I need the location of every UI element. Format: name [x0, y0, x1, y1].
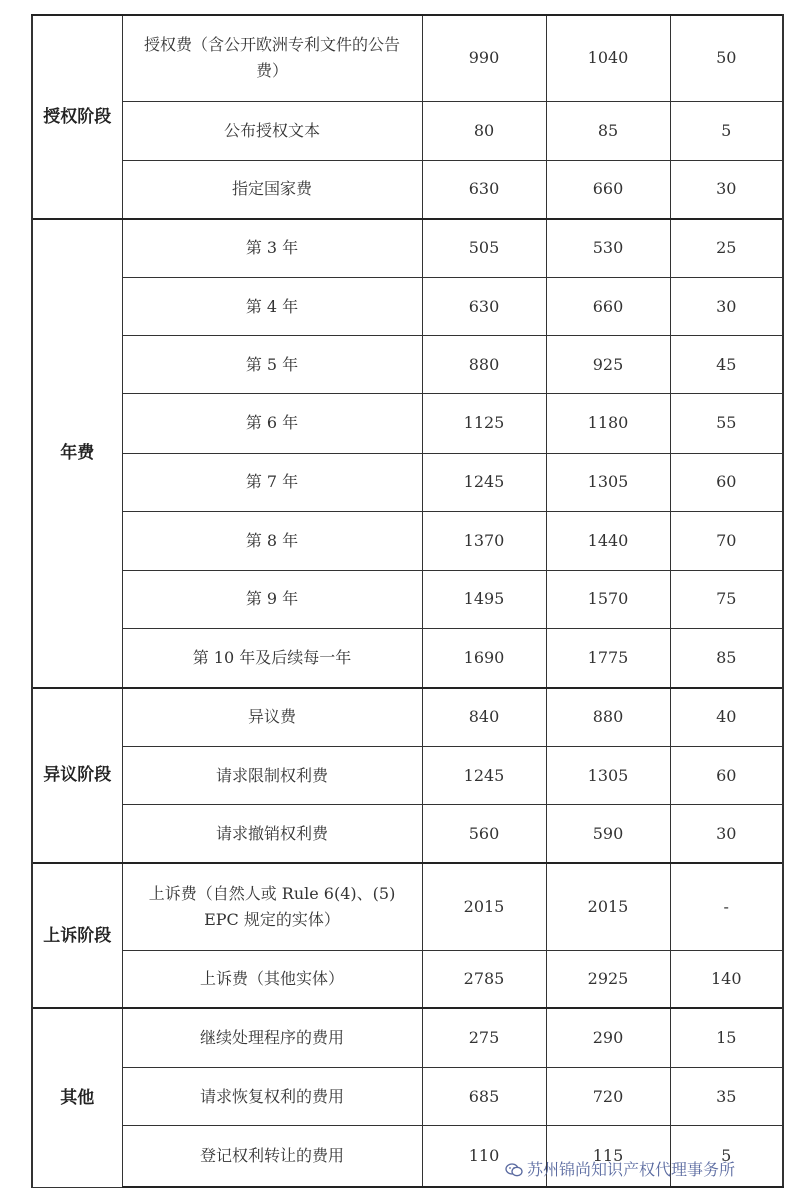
table-row [32, 747, 783, 805]
fee-cell: 2925 [546, 950, 670, 1008]
item-cell: 第 10 年及后续每一年 [122, 628, 422, 687]
fee-cell: 2015 [422, 863, 546, 950]
fee-cell: 1245 [422, 747, 546, 805]
fee-cell: 70 [670, 511, 783, 570]
table-row [32, 628, 783, 687]
fee-cell: 1180 [546, 394, 670, 453]
fee-cell: 275 [422, 1008, 546, 1067]
item-cell: 第 7 年 [122, 453, 422, 511]
fee-cell: 660 [546, 278, 670, 336]
fee-cell: 55 [670, 394, 783, 453]
watermark [505, 1157, 735, 1180]
table-row [32, 219, 783, 278]
item-cell: 异议费 [122, 688, 422, 747]
stage-cell: 异议阶段 [32, 688, 122, 863]
table-row [32, 805, 783, 863]
fee-cell: 1570 [546, 570, 670, 628]
item-cell: 第 4 年 [122, 278, 422, 336]
fee-cell: 1440 [546, 511, 670, 570]
fee-table [31, 14, 784, 1188]
watermark-text: 苏州锦尚知识产权代理事务所 [527, 1160, 736, 1179]
fee-cell: 1125 [422, 394, 546, 453]
fee-cell: 140 [670, 950, 783, 1008]
table-row [32, 1008, 783, 1067]
fee-cell: 40 [670, 688, 783, 747]
item-cell: 上诉费（其他实体） [122, 950, 422, 1008]
table-row [32, 453, 783, 511]
table-row [32, 101, 783, 160]
item-cell: 授权费（含公开欧洲专利文件的公告费） [122, 15, 422, 101]
fee-cell: 35 [670, 1068, 783, 1126]
item-cell: 请求恢复权利的费用 [122, 1068, 422, 1126]
fee-cell: 290 [546, 1008, 670, 1067]
fee-cell: 630 [422, 160, 546, 218]
fee-cell: 25 [670, 219, 783, 278]
fee-cell: 590 [546, 805, 670, 863]
item-cell: 第 8 年 [122, 511, 422, 570]
fee-cell: 5 [670, 101, 783, 160]
item-cell: 上诉费（自然人或 Rule 6(4)、(5) EPC 规定的实体） [122, 863, 422, 950]
stage-cell: 上诉阶段 [32, 863, 122, 1008]
fee-cell: 1370 [422, 511, 546, 570]
fee-cell: 840 [422, 688, 546, 747]
table-row [32, 688, 783, 747]
fee-cell: 1040 [546, 15, 670, 101]
fee-cell: 60 [670, 747, 783, 805]
fee-cell: 115 [546, 1126, 670, 1187]
table-row [32, 336, 783, 394]
fee-cell: 1305 [546, 747, 670, 805]
fee-cell: 880 [546, 688, 670, 747]
fee-cell: 1305 [546, 453, 670, 511]
fee-cell: 110 [422, 1126, 546, 1187]
fee-cell: 85 [546, 101, 670, 160]
item-cell: 继续处理程序的费用 [122, 1008, 422, 1067]
fee-cell: 2785 [422, 950, 546, 1008]
item-cell: 第 3 年 [122, 219, 422, 278]
table-row [32, 570, 783, 628]
fee-cell: 80 [422, 101, 546, 160]
fee-cell: 50 [670, 15, 783, 101]
fee-cell: 880 [422, 336, 546, 394]
fee-cell: 1245 [422, 453, 546, 511]
table-row [32, 160, 783, 218]
item-cell: 登记权利转让的费用 [122, 1126, 422, 1187]
fee-cell: 30 [670, 278, 783, 336]
item-cell: 第 6 年 [122, 394, 422, 453]
item-cell: 指定国家费 [122, 160, 422, 218]
fee-cell: 85 [670, 628, 783, 687]
fee-cell: 2015 [546, 863, 670, 950]
fee-cell: 925 [546, 336, 670, 394]
fee-cell: 530 [546, 219, 670, 278]
item-cell: 请求撤销权利费 [122, 805, 422, 863]
fee-table-body [32, 15, 783, 1187]
table-row [32, 278, 783, 336]
fee-cell: 1775 [546, 628, 670, 687]
table-row [32, 863, 783, 950]
fee-cell: - [670, 863, 783, 950]
fee-cell: 720 [546, 1068, 670, 1126]
item-cell: 请求限制权利费 [122, 747, 422, 805]
stage-cell: 年费 [32, 219, 122, 688]
fee-cell: 30 [670, 160, 783, 218]
table-row [32, 15, 783, 101]
fee-cell: 5 [670, 1126, 783, 1187]
fee-cell: 1690 [422, 628, 546, 687]
fee-cell: 630 [422, 278, 546, 336]
fee-cell: 45 [670, 336, 783, 394]
fee-cell: 560 [422, 805, 546, 863]
stage-cell: 授权阶段 [32, 15, 122, 219]
fee-cell: 15 [670, 1008, 783, 1067]
item-cell: 第 9 年 [122, 570, 422, 628]
fee-cell: 660 [546, 160, 670, 218]
table-row [32, 950, 783, 1008]
item-cell: 第 5 年 [122, 336, 422, 394]
table-row [32, 1068, 783, 1126]
table-row [32, 511, 783, 570]
fee-cell: 1495 [422, 570, 546, 628]
fee-cell: 30 [670, 805, 783, 863]
fee-cell: 685 [422, 1068, 546, 1126]
fee-cell: 75 [670, 570, 783, 628]
stage-cell: 其他 [32, 1008, 122, 1187]
fee-cell: 990 [422, 15, 546, 101]
wechat-icon [505, 1163, 523, 1177]
fee-cell: 505 [422, 219, 546, 278]
item-cell: 公布授权文本 [122, 101, 422, 160]
table-row [32, 394, 783, 453]
fee-cell: 60 [670, 453, 783, 511]
